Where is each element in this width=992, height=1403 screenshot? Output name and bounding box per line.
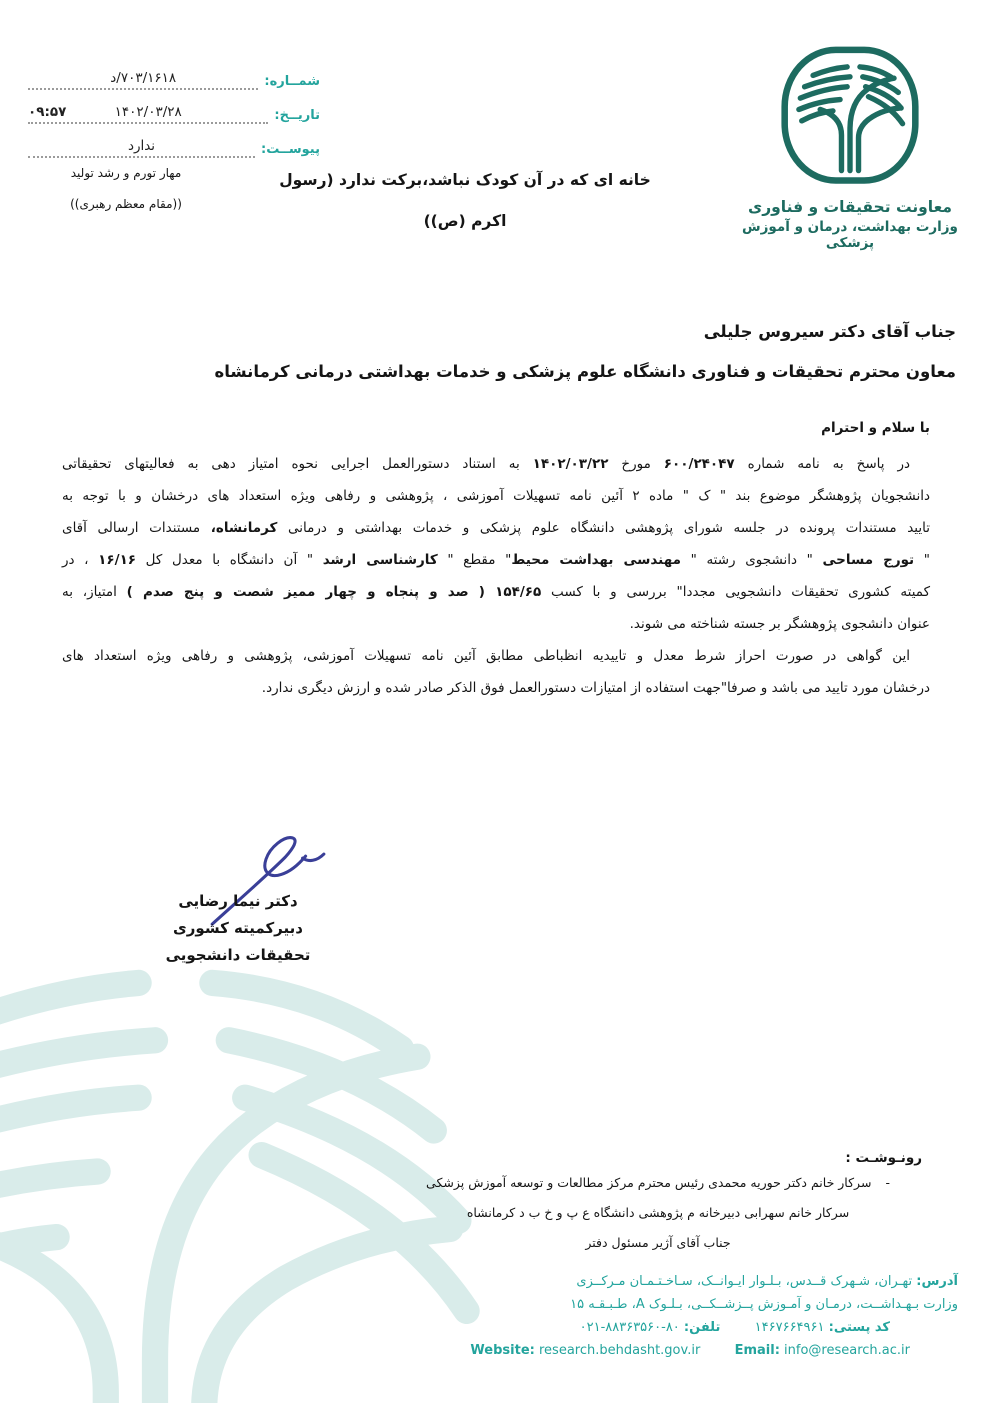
field-row-attachment <box>28 124 320 158</box>
body-text-segment: کمیته کشوری تحقیقات دانشجویی مجددا" بررسی و با کسب <box>541 584 931 600</box>
number-value: ۷۰۳/۱۶۱۸/د <box>110 70 177 86</box>
cc-item-text: جناب آقای آژیر مسئول دفتر <box>585 1235 731 1250</box>
postal-code-value: ۱۴۶۷۶۶۴۹۶۱ <box>754 1320 825 1335</box>
date-label: تاریــخ: <box>274 108 320 123</box>
body-line <box>62 576 930 608</box>
body-lines <box>62 448 930 704</box>
body-text-segment: مستندات ارسالی آقای <box>62 520 211 536</box>
salutation: با سلام و احترام <box>821 420 930 436</box>
body-line <box>62 672 930 704</box>
body-line <box>62 480 930 512</box>
body-text-segment: تورج مساحی <box>822 552 915 568</box>
body-text-segment: " دانشجوی رشته " <box>680 552 823 568</box>
cc-dash: - <box>885 1175 890 1190</box>
ministry-tree-logo-icon <box>779 44 921 192</box>
attachment-value: ندارد <box>127 138 156 154</box>
body-text-segment: ، در <box>62 552 99 568</box>
body-text-segment: در پاسخ به نامه شماره <box>734 456 910 472</box>
website-label: Website: <box>470 1343 535 1358</box>
body-text-segment: " <box>914 552 930 568</box>
cc-item <box>394 1228 922 1258</box>
number-label: شمــاره: <box>264 74 320 89</box>
org-name-line1: معاونت تحقیقات و فناوری <box>748 198 952 216</box>
footer-address-line2 <box>300 1293 958 1316</box>
signatory-role-line1: دبیرکمیته کشوری <box>173 919 303 937</box>
attachment-label: پیوســت: <box>261 142 320 157</box>
body-text-segment: دانشجویان پژوهشگر موضوع بند " ک " ماده ۲ آئین نامه تسهیلات آموزشی ، پژوهشی و رفاهی ویژه استعداد های درخشان و با توجه به <box>62 488 930 504</box>
body-line <box>62 448 930 480</box>
cc-item <box>394 1198 922 1228</box>
time-value: ۰۹:۵۷ <box>28 104 67 120</box>
cc-item-text: سرکار خانم سهرابی دبیرخانه م پژوهشی دانشگاه ع پ و خ ب د کرمانشاه <box>466 1205 850 1220</box>
body-text-segment: ۶۰۰/۲۴۰۴۷ <box>663 456 735 472</box>
cc-item <box>394 1168 922 1198</box>
body-text-segment: ( صد و پنجاه و چهار ممیز شصت و پنج صدم ) <box>126 584 496 600</box>
signatory-name: دکتر نیما رضایی <box>178 892 298 910</box>
cc-list <box>394 1168 922 1258</box>
body-text-segment: کارشناسی ارشد <box>322 552 438 568</box>
dotted-leader <box>28 104 268 124</box>
slogan-line2: ((مقام معظم رهبری)) <box>70 197 182 211</box>
postal-code-label: کد پستی: <box>828 1320 890 1335</box>
field-row-number <box>28 56 320 90</box>
recipient-name: جناب آقای دکتر سیروس جلیلی <box>703 322 956 341</box>
field-row-date <box>28 90 320 124</box>
signatory-role-line2: تحقیقات دانشجویی <box>165 946 311 964</box>
dotted-leader <box>28 70 258 90</box>
reference-fields <box>28 56 320 158</box>
body-text-segment: این گواهی در صورت احراز شرط معدل و تاییدیه انظباطی مطابق آئین نامه تسهیلات آموزشی، پژوهشی و رفاهی ویژه استعداد های <box>62 648 910 664</box>
body-text-segment: درخشان مورد تایید می باشد و صرفا"جهت استفاده از امتیازات دستورالعمل فوق الذکر صادر شده و ارزش دیگری ندارد. <box>261 680 930 696</box>
cc-title: رونـوشـت : <box>845 1150 922 1166</box>
body-line <box>62 640 930 672</box>
signature-block <box>142 888 334 969</box>
body-text-segment: کرمانشاه، <box>210 520 278 536</box>
cc-item-text: سرکار خانم دکتر حوریه محمدی رئیس محترم مرکز مطالعات و توسعه آموزش پزشکی <box>426 1175 872 1190</box>
footer-web-email <box>300 1339 910 1362</box>
body-text-segment: مهندسی بهداشت محیط <box>511 552 681 568</box>
email-link[interactable]: info@research.ac.ir <box>784 1343 910 1358</box>
slogan-line1: مهار تورم و رشد تولید <box>70 166 182 180</box>
phone-value: ۰۲۱-۸۸۳۶۳۵۶۰-۸۰ <box>579 1320 680 1335</box>
email-label: Email: <box>734 1343 780 1358</box>
body-line <box>62 512 930 544</box>
recipient-block <box>36 312 956 392</box>
body-text-segment: تایید مستندات پرونده در جلسه شورای پژوهشی دانشگاه علوم پزشکی و خدمات بهداشتی و درمانی <box>277 520 930 536</box>
footer-postal-phone <box>300 1316 890 1339</box>
website-link[interactable]: research.behdasht.gov.ir <box>538 1343 701 1358</box>
body-text-segment: به استناد دستورالعمل اجرایی نحوه امتیاز دهی به فعالیتهای تحقیقاتی <box>62 456 533 472</box>
recipient-title: معاون محترم تحقیقات و فناوری دانشگاه علوم پزشکی و خدمات بهداشتی درمانی کرمانشاه <box>214 362 956 381</box>
body-text-segment: مورخ <box>608 456 664 472</box>
body-text-segment: " آن دانشگاه با معدل کل <box>136 552 323 568</box>
body-text-segment: ۱۵۴/۶۵ <box>495 584 542 600</box>
body-text-segment: ۱۴۰۲/۰۳/۲۲ <box>532 456 609 472</box>
date-value: ۱۴۰۲/۰۳/۲۸ <box>114 104 182 120</box>
body-text-segment: " مقطع " <box>437 552 512 568</box>
phone-label: تلفن: <box>683 1320 721 1335</box>
body-text-segment: امتیاز، به <box>62 584 127 600</box>
hadith-quote: خانه ای که در آن کودک نباشد،برکت ندارد (رسول اکرم (ص)) <box>279 171 651 230</box>
footer-address-line1 <box>300 1270 958 1293</box>
address-value-line1: تهـران، شـهرک قــدس، بـلـوار ایـوانــک، سـاخـتـمـان مـرکــزی <box>576 1274 913 1289</box>
address-value-line2: وزارت بـهـداشــت، درمـان و آمـوزش پــزشــکــی، بـلـوک A، طـبـقـه ۱۵ <box>570 1297 958 1312</box>
ministry-brand <box>722 44 978 251</box>
body-line <box>62 544 930 576</box>
footer-contact <box>300 1270 958 1362</box>
address-label: آدرس: <box>916 1274 958 1289</box>
body-text-segment: ۱۶/۱۶ <box>98 552 137 568</box>
org-name-line2: وزارت بهداشت، درمان و آموزش پزشکی <box>742 219 958 251</box>
cc-block <box>394 1150 922 1258</box>
body-text-segment: عنوان دانشجوی پژوهشگر بر جسته شناخته می شوند. <box>629 616 930 632</box>
body-line <box>62 608 930 640</box>
year-slogan <box>55 158 197 220</box>
dotted-leader <box>28 138 255 158</box>
